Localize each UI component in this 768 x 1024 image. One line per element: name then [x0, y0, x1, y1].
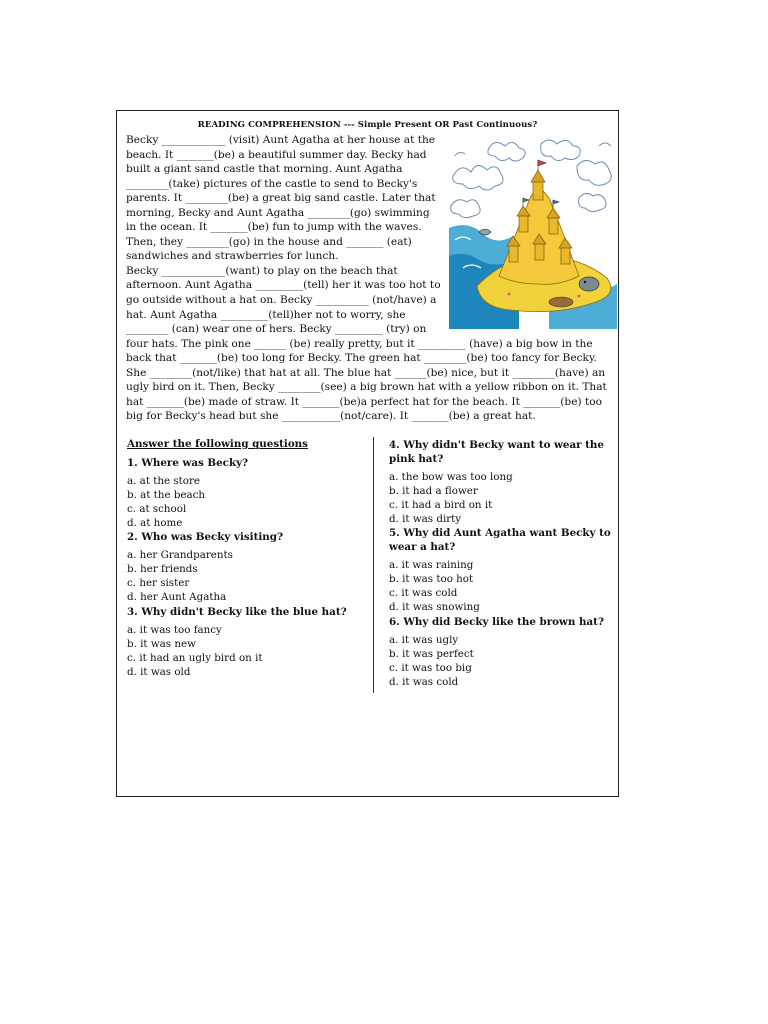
- story-line: in the ocean. It _______(be) fun to jump with the waves.: [126, 221, 422, 234]
- story-line: She ________(not/like) that hat at all. The blue hat ______(be) nice, but it ________(have) an: [126, 366, 606, 379]
- option: a. her Grandparents: [127, 549, 233, 562]
- story-line: ________(take) pictures of the castle to send to Becky's: [126, 177, 418, 190]
- option: c. it had an ugly bird on it: [127, 651, 263, 664]
- option: c. it was cold: [389, 587, 458, 600]
- story-line: sandwiches and strawberries for lunch.: [126, 250, 339, 263]
- story-line: built a giant sand castle that morning. Aunt Agatha: [126, 163, 403, 176]
- story-line: four hats. The pink one ______ (be) really pretty, but it _________ (have) a big bow in the: [126, 337, 593, 350]
- questions-right-column: [389, 438, 619, 689]
- option: c. at school: [127, 502, 187, 515]
- option: a. it was too fancy: [127, 623, 222, 636]
- story-line: go outside without a hat on. Becky __________ (not/have) a: [126, 294, 437, 307]
- question-3: 3. Why didn't Becky like the blue hat?: [127, 605, 347, 618]
- option: c. it had a bird on it: [389, 498, 493, 511]
- option: c. it was too big: [389, 661, 472, 674]
- story-line: morning, Becky and Aunt Agatha ________(go) swimming: [126, 206, 430, 219]
- story-line: afternoon. Aunt Agatha _________(tell) her it was too hot to: [126, 279, 441, 292]
- option: d. her Aunt Agatha: [127, 591, 227, 604]
- story-line: back that _______(be) too long for Becky. The green hat ________(be) too fancy for Becky.: [126, 352, 597, 365]
- option: a. it was ugly: [389, 633, 459, 646]
- option: d. it was cold: [389, 675, 459, 688]
- questions-heading: Answer the following questions: [127, 438, 308, 450]
- story-line: parents. It ________(be) a great big sand castle. Later that: [126, 192, 436, 205]
- question-1: 1. Where was Becky?: [127, 456, 249, 469]
- question-2: 2. Who was Becky visiting?: [127, 531, 283, 544]
- option: b. it had a flower: [389, 484, 478, 497]
- questions-left-column: [127, 438, 362, 680]
- question-4: 4. Why didn't Becky want to wear the pink hat?: [389, 439, 604, 465]
- option: b. at the beach: [127, 488, 206, 501]
- option: b. it was too hot: [389, 573, 474, 586]
- option: c. her sister: [127, 577, 190, 590]
- option: a. it was raining: [389, 559, 474, 572]
- story-line: big for Becky's head but she ___________(not/care). It _______(be) a great hat.: [126, 410, 536, 423]
- column-divider: [373, 437, 374, 693]
- option: d. at home: [127, 516, 183, 529]
- option: b. it was new: [127, 637, 196, 650]
- question-5: 5. Why did Aunt Agatha want Becky to wear a hat?: [389, 527, 611, 554]
- option: a. at the store: [127, 474, 201, 487]
- option: b. her friends: [127, 563, 198, 576]
- option: b. it was perfect: [389, 647, 474, 660]
- option: d. it was old: [127, 665, 191, 678]
- story-line: hat. Aunt Agatha _________(tell)her not to worry, she: [126, 308, 406, 321]
- story-line: ________ (can) wear one of hers. Becky _________ (try) on: [126, 323, 427, 336]
- story-line: Then, they ________(go) in the house and _______ (eat): [126, 235, 412, 248]
- story-line: Becky ____________(want) to play on the beach that: [126, 264, 398, 277]
- option: d. it was dirty: [389, 512, 462, 525]
- sandcastle-beach-illustration: [449, 136, 617, 329]
- worksheet-page: [116, 110, 619, 797]
- worksheet-title: READING COMPREHENSION --- Simple Present OR Past Continuous?: [197, 120, 538, 130]
- question-6: 6. Why did Becky like the brown hat?: [389, 615, 604, 628]
- story-line: beach. It _______(be) a beautiful summer day. Becky had: [126, 148, 427, 161]
- story-line: ugly bird on it. Then, Becky ________(see) a big brown hat with a yellow ribbon on it. That: [126, 381, 607, 394]
- story-line: Becky ____________ (visit) Aunt Agatha at her house at the: [126, 134, 436, 146]
- option: a. the bow was too long: [389, 470, 513, 483]
- story-line: hat _______(be) made of straw. It _______(be)a perfect hat for the beach. It _______(be) too: [126, 395, 602, 408]
- option: d. it was snowing: [389, 600, 480, 613]
